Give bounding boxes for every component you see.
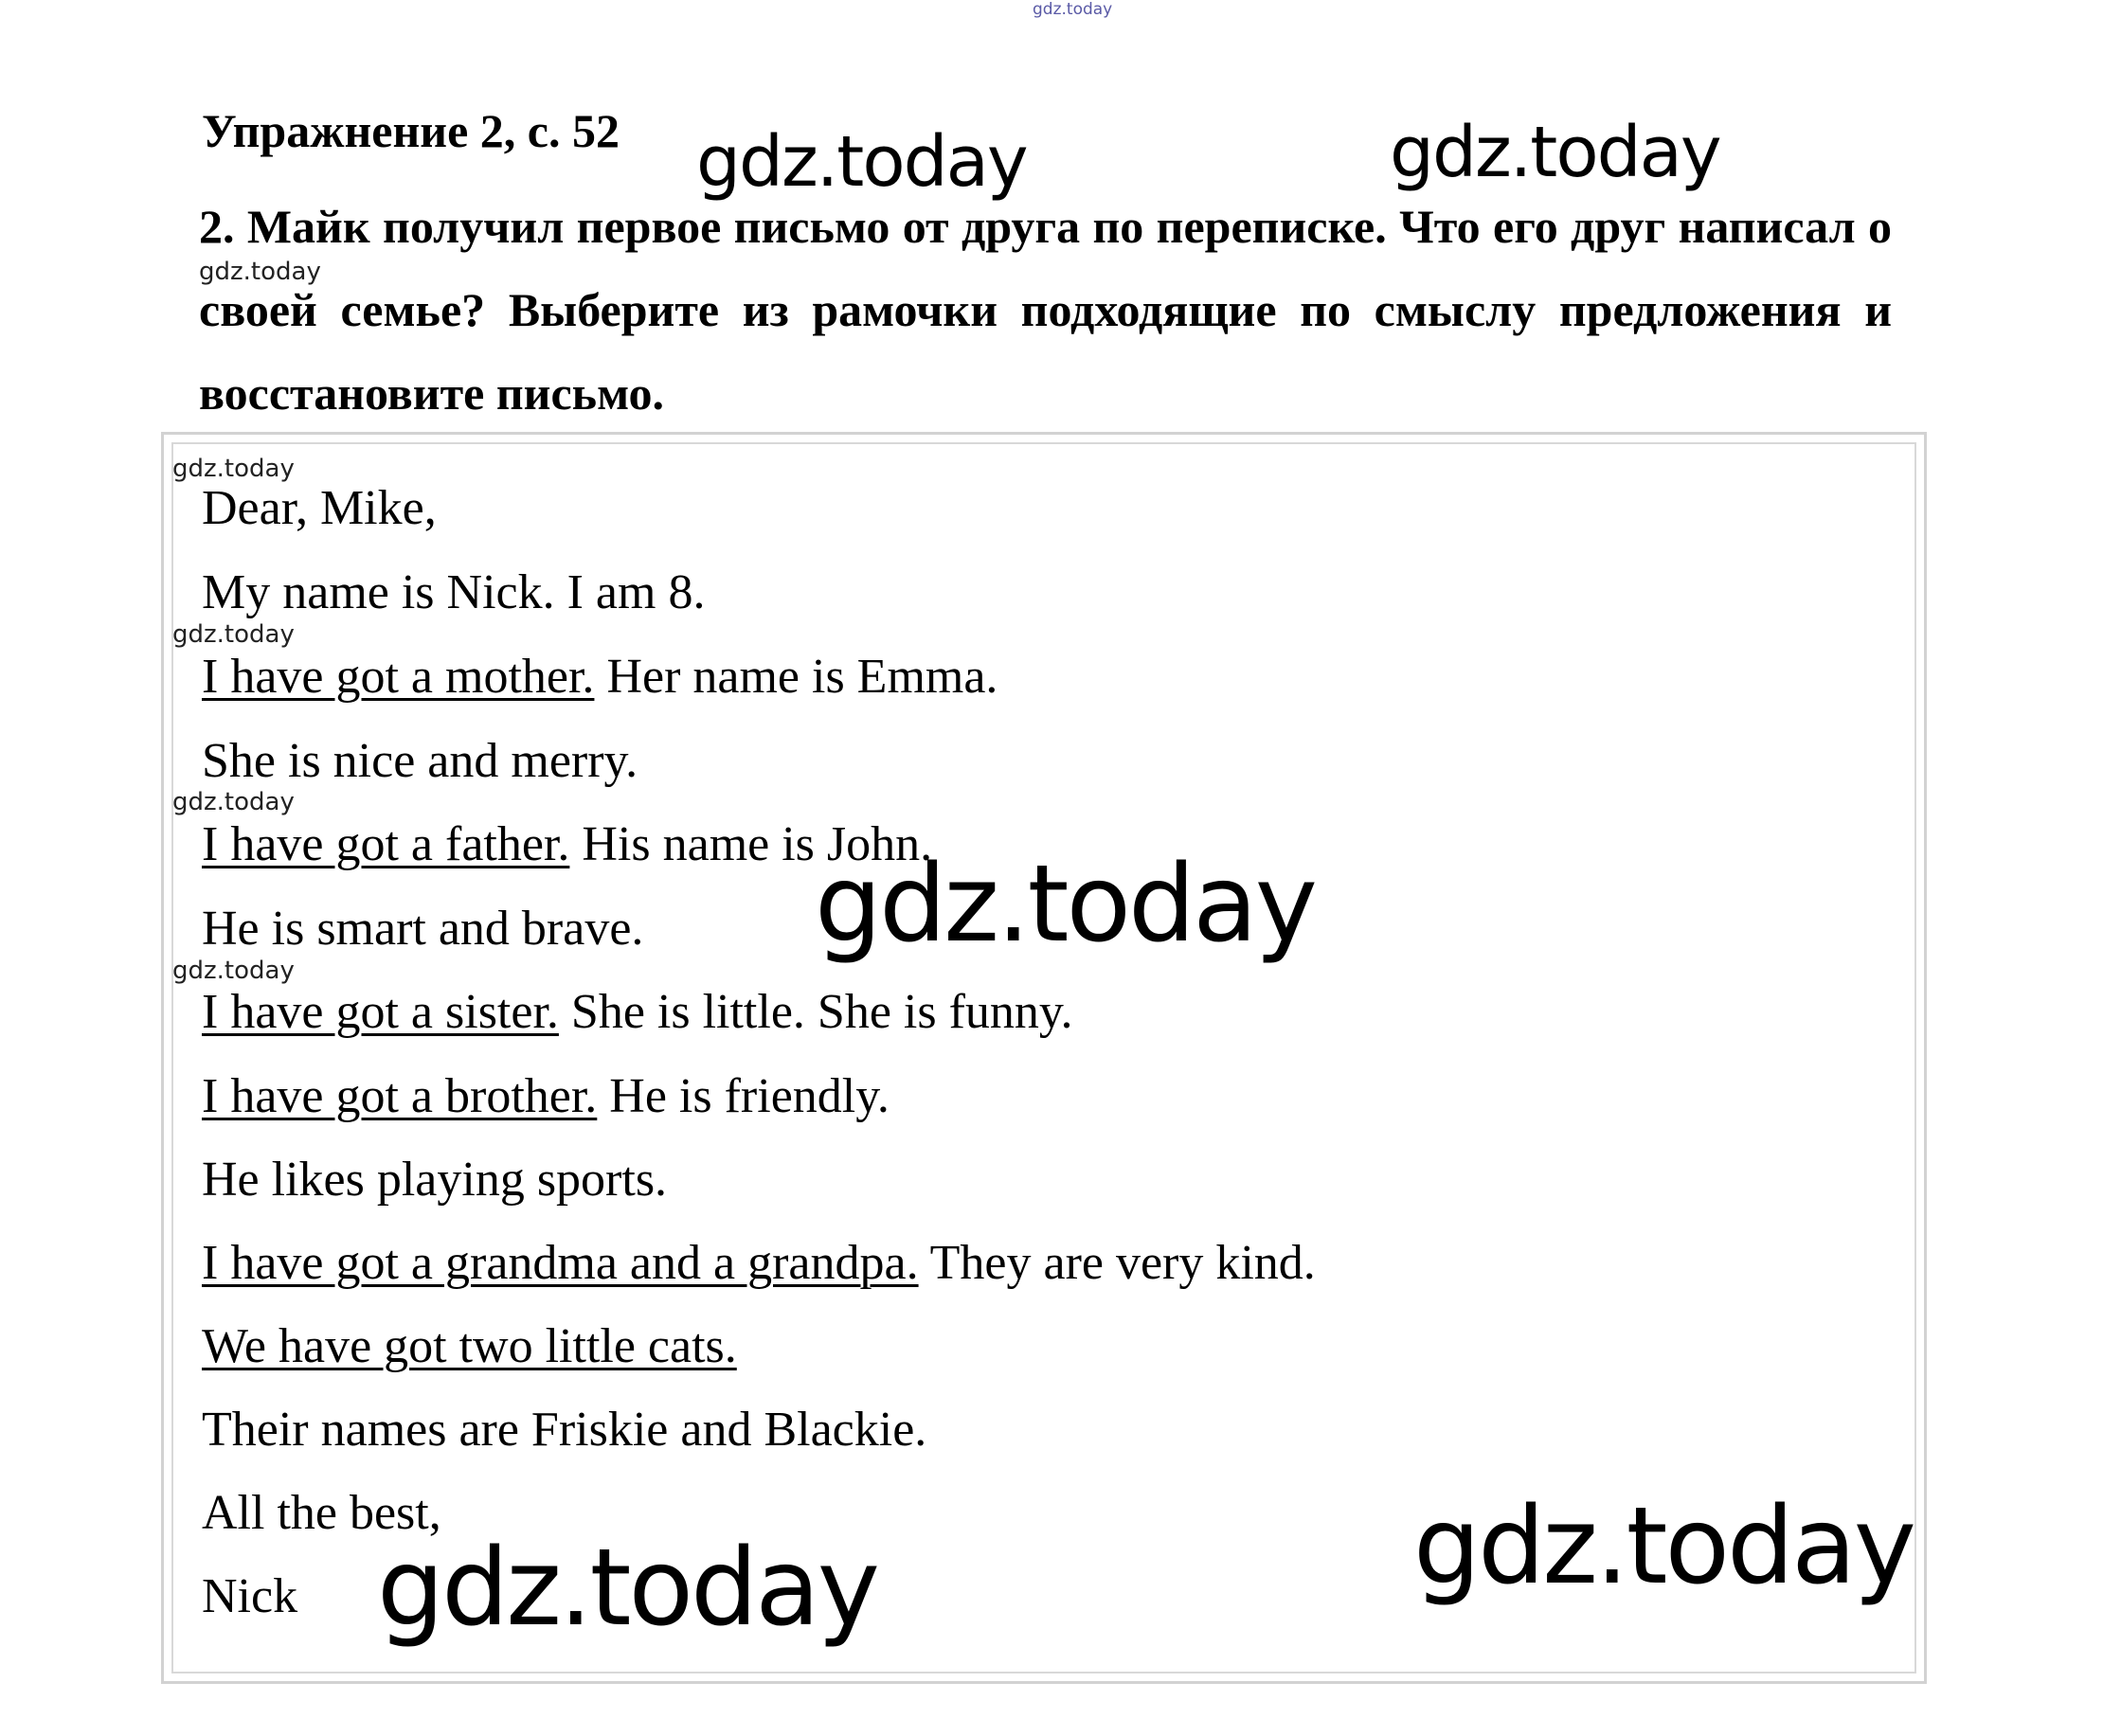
watermark: gdz.today: [172, 455, 295, 483]
letter-intro: My name is Nick. I am 8.: [202, 565, 706, 619]
letter-text: He is smart and brave.: [202, 902, 644, 956]
exercise-title: Упражнение 2, с. 52: [202, 104, 620, 157]
letter-line: [202, 1235, 1316, 1292]
letter-closing: All the best,: [202, 1486, 441, 1540]
answer-sentence: I have got a brother.: [202, 1069, 598, 1123]
watermark: gdz.today: [172, 788, 295, 816]
letter-text: They are very kind.: [918, 1236, 1316, 1290]
letter-line: [202, 1152, 667, 1208]
letter-text: He likes playing sports.: [202, 1153, 668, 1207]
letter-line: [202, 649, 998, 706]
letter-line: [202, 1068, 890, 1125]
letter-text: He is friendly.: [597, 1069, 890, 1123]
watermark: gdz.today: [172, 620, 295, 649]
watermark: gdz.today: [815, 843, 1316, 966]
letter-line: [202, 901, 643, 957]
letter-text: His name is John.: [569, 817, 933, 871]
watermark: gdz.today: [1413, 1485, 1914, 1608]
watermark: gdz.today: [377, 1527, 878, 1650]
watermark: gdz.today: [199, 258, 321, 286]
answer-sentence: I have got a grandma and a grandpa.: [202, 1236, 919, 1290]
letter-greeting: Dear, Mike,: [202, 481, 437, 535]
task-text: 2. Майк получил первое письмо от друга по переписке. Что его друг написал о своей семье? Выберите из рамочки подходящие по смыслу предложения и восстановите письмо.: [199, 200, 1892, 420]
answer-sentence: I have got a father.: [202, 817, 570, 871]
letter-text: Her name is Emma.: [594, 650, 998, 704]
answer-sentence: We have got two little cats.: [202, 1319, 737, 1373]
watermark: gdz.today: [696, 121, 1027, 203]
letter-text: She is little. She is funny.: [558, 985, 1073, 1039]
letter-line: [202, 733, 638, 790]
watermark: gdz.today: [172, 957, 295, 985]
answer-sentence: I have got a mother.: [202, 650, 595, 704]
letter-signature: Nick: [202, 1569, 298, 1623]
letter-text: Their names are Friskie and Blackie.: [202, 1403, 927, 1457]
answer-sentence: I have got a sister.: [202, 985, 559, 1039]
letter-text: She is nice and merry.: [202, 734, 638, 788]
watermark-top: gdz.today: [1033, 0, 1113, 19]
letter-line: [202, 1402, 926, 1459]
watermark: gdz.today: [1390, 112, 1720, 193]
letter-line: [202, 1318, 737, 1375]
letter-line: [202, 984, 1073, 1041]
